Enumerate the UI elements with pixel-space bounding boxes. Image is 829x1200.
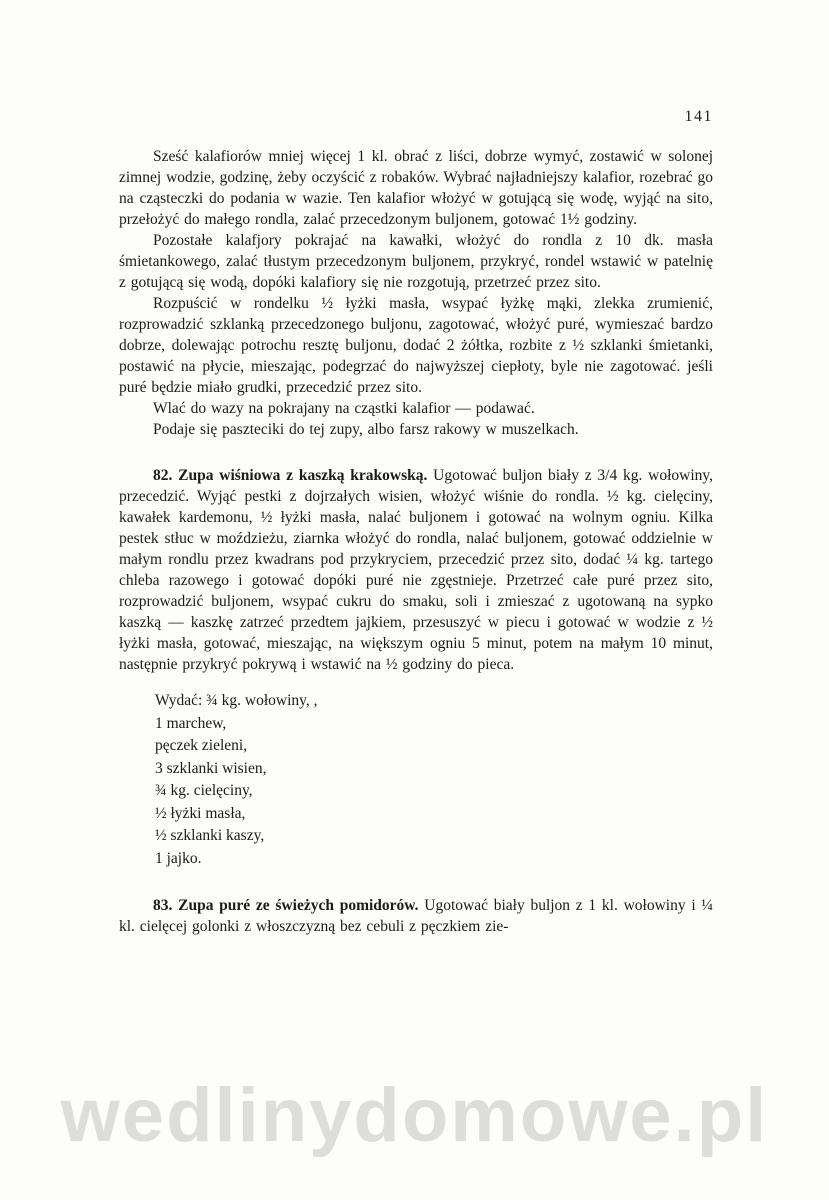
paragraph-accompaniment: Podaje się paszteciki do tej zupy, albo farsz rakowy w muszelkach. bbox=[153, 421, 579, 438]
ingredients-list bbox=[155, 690, 713, 870]
ingredient-line: 1 jajko. bbox=[155, 849, 202, 867]
ingredient-line: ¾ kg. cielęciny, bbox=[155, 782, 253, 799]
recipe-82-title: 82. Zupa wiśniowa z kaszką krakowską. bbox=[153, 467, 428, 484]
page-number: 141 bbox=[684, 108, 713, 125]
ingredient-line: pęczek zieleni, bbox=[155, 737, 248, 754]
ingredient-line: Wydać: ¾ kg. wołowiny, , bbox=[155, 692, 318, 709]
paragraph-serving: Wlać do wazy na pokrajany na cząstki kalafior — podawać. bbox=[153, 400, 535, 417]
recipe-82-body: Ugotować buljon biały z 3/4 kg. wołowiny, przecedzić. Wyjąć pestki z dojrzałych wisien, włożyć wiśnie do rondla. ½ kg. cielęciny, kawałek kardemonu, ½ łyżki masła, nalać buljonem i gotować na wolnym ogniu. Kilka pestek stłuc w moździeżu, ziarnka włożyć do rondla, nalać buljonem, gotować oddzielnie w małym rondlu przez kwadrans pod przykryciem, przecedzić przez sito, dodać ¼ kg. tartego chleba razowego i gotować dopóki puré nie zgęstnieje. Przetrzeć całe puré przez sito, rozprowadzić buljonem, wsypać cukru do smaku, soli i zmieszać z ugotowaną na sypko kaszką — kaszkę zatrzeć przedtem jajkiem, przesuszyć w piecu i gotować w wodzie z ½ łyżki masła, gotować, mieszając, na większym ogniu 5 minut, potem na małym 10 minut, następnie przykryć pokrywą i wstawić na ½ godziny do pieca. bbox=[119, 467, 713, 673]
recipe-83-paragraph bbox=[119, 895, 713, 937]
paragraph-cauliflower-cook: Pozostałe kalafjory pokrajać na kawałki, włożyć do rondla z 10 dk. masła śmietankowego, zalać tłustym przecedzonym buljonem, przykryć, rondel wstawić w patelnię z gotującą się wodą, dopóki kalafiory się nie rozgotują, przetrzeć przez sito. bbox=[119, 232, 713, 291]
ingredient-line: ½ szklanki kaszy, bbox=[155, 827, 265, 844]
recipe-82-paragraph bbox=[119, 465, 713, 675]
watermark-text: wedlinydomowe.pl bbox=[60, 1073, 769, 1158]
ingredient-line: 1 marchew, bbox=[155, 714, 227, 732]
paragraph-cauliflower-prep: Sześć kalafiorów mniej więcej 1 kl. obrać z liści, dobrze wymyć, zostawić w solonej zimnej wodzie, godzinę, żeby oczyścić z robaków. Wybrać najładniejszy kalafior, rozebrać go na cząsteczki do podania w wazie. Ten kalafior włożyć w gotującą się wodę, wyjąć na sito, przełożyć do małego rondla, zalać przecedzonym buljonem, gotować 1½ godziny. bbox=[119, 148, 713, 228]
recipe-83-body: Ugotować biały buljon z 1 kl. wołowiny i ¼ kl. cielęcej golonki z włoszczyzną bez cebuli z pęczkiem zie- bbox=[119, 897, 713, 935]
paragraph-roux-puree: Rozpuścić w rondelku ½ łyżki masła, wsypać łyżkę mąki, zlekka zrumienić, rozprowadzić szklanką przecedzonego buljonu, zagotować, włożyć puré, wymieszać bardzo dobrze, dolewając potrochu resztę buljonu, dodać 2 żółtka, rozbite z ½ szklanki śmietanki, postawić na płycie, mieszając, podegrzać do najwyższej ciepłoty, byle nie zagotować. jeśli puré będzie miało grudki, przecedzić przez sito. bbox=[119, 295, 713, 396]
recipe-83-title: 83. Zupa puré ze świeżych pomidorów. bbox=[153, 897, 419, 914]
ingredient-line: ½ łyżki masła, bbox=[155, 804, 246, 822]
text-block bbox=[119, 108, 713, 937]
ingredient-line: 3 szklanki wisien, bbox=[155, 759, 267, 777]
